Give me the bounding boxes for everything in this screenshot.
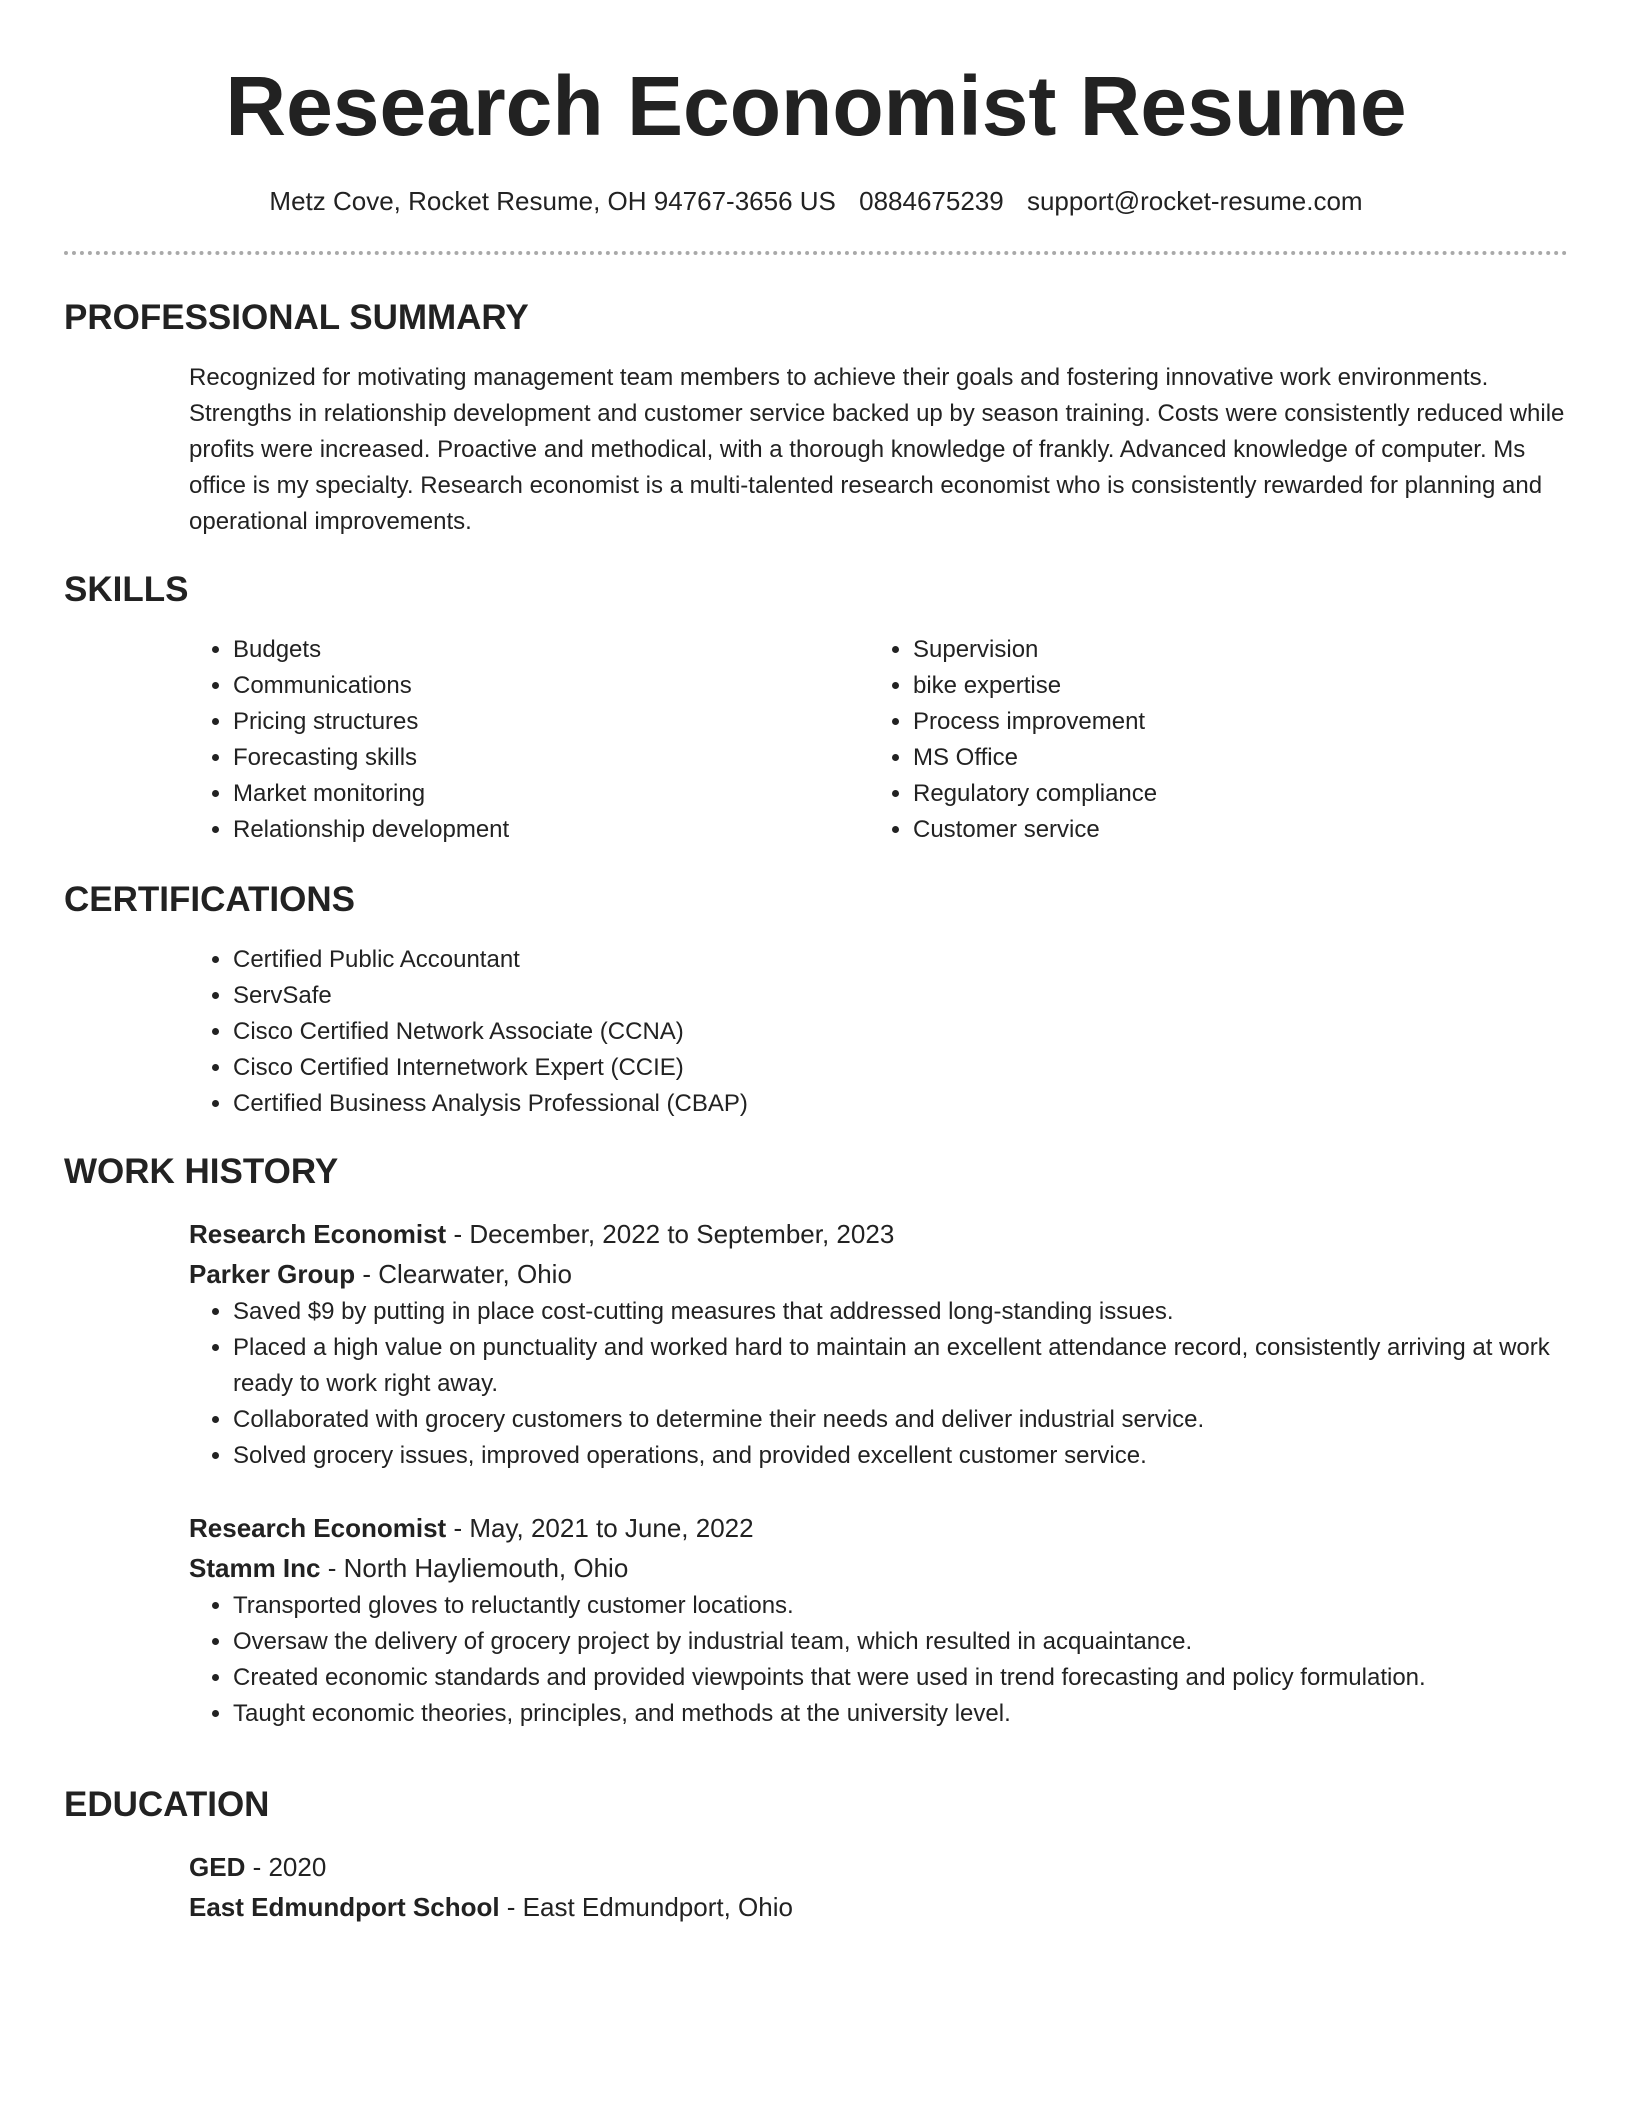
contact-phone: 0884675239 bbox=[859, 186, 1004, 216]
header-divider bbox=[64, 251, 1568, 255]
job-bullet: • Transported gloves to reluctantly customer locations. bbox=[233, 1588, 1613, 1624]
job-entry bbox=[189, 1508, 1568, 1732]
skills-column-left bbox=[189, 632, 869, 848]
skills-column-right bbox=[869, 632, 1549, 848]
certifications-heading: CERTIFICATIONS bbox=[64, 880, 356, 919]
job-location: - North Hayliemouth, Ohio bbox=[320, 1553, 629, 1583]
skills-heading: SKILLS bbox=[64, 570, 189, 609]
job-bullet: • Created economic standards and provided viewpoints that were used in trend forecasting and policy formulation. bbox=[233, 1660, 1613, 1696]
education-location: - East Edmundport, Ohio bbox=[499, 1892, 793, 1922]
job-bullet: • Placed a high value on punctuality and worked hard to maintain an excellent attendance record, consistently arriving at work ready to work right away. bbox=[233, 1330, 1613, 1402]
education-section bbox=[64, 1783, 1568, 1927]
certification-item: • Cisco Certified Network Associate (CCNA) bbox=[233, 1014, 1568, 1050]
job-bullet: • Oversaw the delivery of grocery project by industrial team, which resulted in acquaintance. bbox=[233, 1624, 1613, 1660]
skill-item: • bike expertise bbox=[913, 668, 1549, 704]
education-entry bbox=[189, 1847, 1568, 1927]
skills-section bbox=[64, 568, 1568, 848]
education-school-line bbox=[189, 1887, 1568, 1927]
summary-text: Recognized for motivating management team members to achieve their goals and fostering innovative work environments. Strengths in relationship development and customer service backed up by season training. Costs were consistently reduced while profits were increased. Proactive and methodical, with a thorough knowledge of frankly. Advanced knowledge of computer. Ms office is my specialty. Research economist is a multi-talented research economist who is consistently rewarded for planning and operational improvements. bbox=[189, 364, 1565, 535]
job-role: Research Economist bbox=[189, 1219, 447, 1249]
skill-item: • Forecasting skills bbox=[233, 740, 869, 776]
contact-line bbox=[0, 184, 1632, 218]
job-dates: - May, 2021 to June, 2022 bbox=[446, 1513, 754, 1543]
job-role-line bbox=[189, 1508, 1568, 1548]
skill-item: • Process improvement bbox=[913, 704, 1549, 740]
certification-item: • Certified Business Analysis Professional (CBAP) bbox=[233, 1086, 1568, 1122]
skill-item: • Pricing structures bbox=[233, 704, 869, 740]
certifications-section bbox=[64, 878, 1568, 1122]
job-company: Parker Group bbox=[189, 1259, 356, 1289]
work-history-section bbox=[64, 1150, 1568, 1732]
job-company: Stamm Inc bbox=[189, 1553, 321, 1583]
certifications-list bbox=[189, 942, 1568, 1122]
certification-item: • Cisco Certified Internetwork Expert (CCIE) bbox=[233, 1050, 1568, 1086]
job-company-line bbox=[189, 1254, 1568, 1294]
job-bullet: • Collaborated with grocery customers to determine their needs and deliver industrial service. bbox=[233, 1402, 1613, 1438]
education-degree: GED bbox=[189, 1852, 246, 1882]
skill-item: • Regulatory compliance bbox=[913, 776, 1549, 812]
resume-header bbox=[0, 0, 1632, 218]
certification-item: • ServSafe bbox=[233, 978, 1568, 1014]
job-company-line bbox=[189, 1548, 1568, 1588]
skill-item: • Budgets bbox=[233, 632, 869, 668]
job-bullet: • Saved $9 by putting in place cost-cutting measures that addressed long-standing issues. bbox=[233, 1294, 1613, 1330]
skill-item: • Relationship development bbox=[233, 812, 869, 848]
skill-item: • Market monitoring bbox=[233, 776, 869, 812]
job-role-line bbox=[189, 1214, 1568, 1254]
job-dates: - December, 2022 to September, 2023 bbox=[446, 1219, 895, 1249]
skill-item: • Communications bbox=[233, 668, 869, 704]
education-school: East Edmundport School bbox=[189, 1892, 500, 1922]
contact-address: Metz Cove, Rocket Resume, OH 94767-3656 US bbox=[269, 186, 836, 216]
resume-title: Research Economist Resume bbox=[225, 59, 1407, 153]
skill-item: • Supervision bbox=[913, 632, 1549, 668]
education-degree-line bbox=[189, 1847, 1568, 1887]
skills-grid bbox=[189, 632, 1568, 848]
summary-heading: PROFESSIONAL SUMMARY bbox=[64, 298, 529, 337]
education-heading: EDUCATION bbox=[64, 1785, 270, 1824]
job-bullets bbox=[189, 1294, 1613, 1474]
job-role: Research Economist bbox=[189, 1513, 447, 1543]
work-history-heading: WORK HISTORY bbox=[64, 1152, 339, 1191]
job-entry bbox=[189, 1214, 1568, 1474]
skill-item: • MS Office bbox=[913, 740, 1549, 776]
skill-item: • Customer service bbox=[913, 812, 1549, 848]
summary-section bbox=[64, 296, 1568, 540]
education-year: - 2020 bbox=[245, 1852, 327, 1882]
job-location: - Clearwater, Ohio bbox=[355, 1259, 572, 1289]
job-bullet: • Solved grocery issues, improved operations, and provided excellent customer service. bbox=[233, 1438, 1613, 1474]
job-bullet: • Taught economic theories, principles, and methods at the university level. bbox=[233, 1696, 1613, 1732]
job-bullets bbox=[189, 1588, 1613, 1732]
contact-email: support@rocket-resume.com bbox=[1026, 186, 1363, 216]
certification-item: • Certified Public Accountant bbox=[233, 942, 1568, 978]
